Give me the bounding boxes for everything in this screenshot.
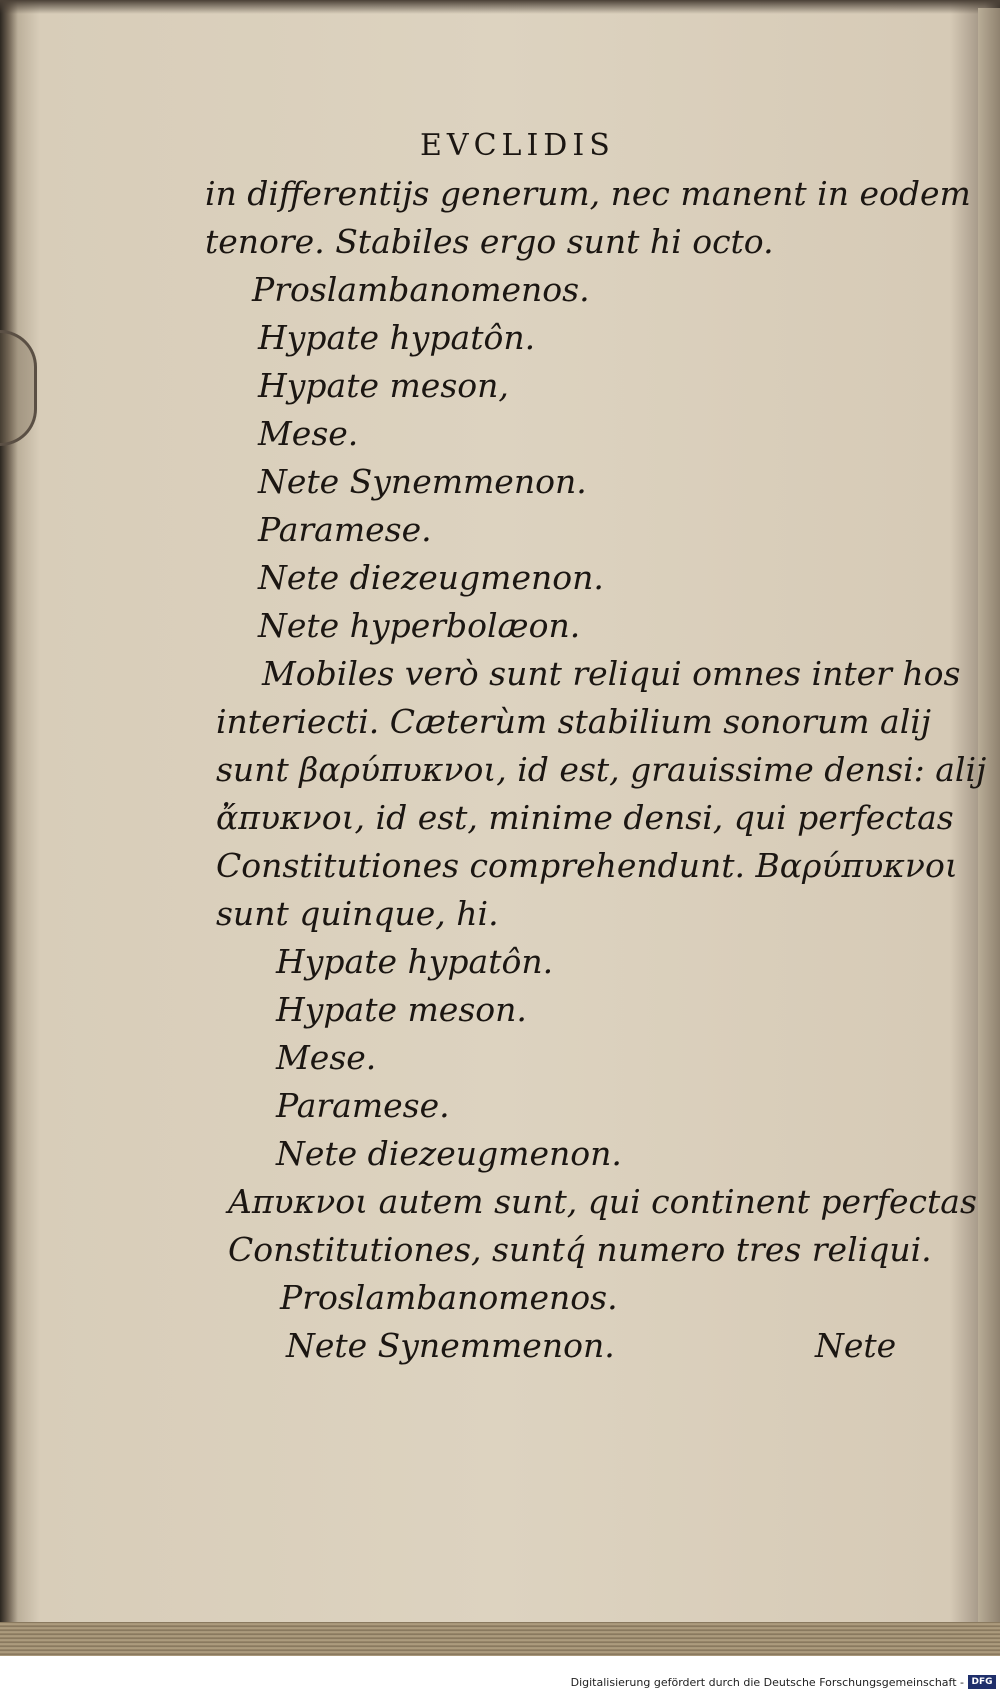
text-line: Nete diezeugmenon. <box>258 558 604 597</box>
running-head: EVCLIDIS <box>420 128 615 163</box>
text-line: Hypate meson, <box>258 366 509 405</box>
text-line: Nete diezeugmenon. <box>276 1134 622 1173</box>
text-line: Proslambanomenos. <box>252 270 590 309</box>
catchword: Nete <box>815 1326 897 1365</box>
text-line: interiecti. Cæterùm stabilium sonorum alij <box>216 702 932 741</box>
text-line: Hypate meson. <box>276 990 527 1029</box>
text-line: Paramese. <box>276 1086 450 1125</box>
text-line: Mobiles verò sunt reliqui omnes inter hos <box>262 654 961 693</box>
text-line: Mese. <box>258 414 359 453</box>
text-line: Aπυκνοι autem sunt, qui continent perfectas <box>228 1182 977 1221</box>
text-line: Proslambanomenos. <box>280 1278 618 1317</box>
text-line: in differentijs generum, nec manent in eodem <box>205 174 971 213</box>
footer-credit: Digitalisierung gefördert durch die Deutsche Forschungsgemeinschaft - <box>570 1676 964 1689</box>
text-line: Paramese. <box>258 510 432 549</box>
text-line: Hypate hypatôn. <box>258 318 536 357</box>
text-line: Constitutiones, suntq́ numero tres reliqui. <box>228 1230 932 1269</box>
text-line: Mese. <box>276 1038 377 1077</box>
text-line: Nete Synemmenon. <box>286 1326 615 1365</box>
text-line: ἄπυκνοι, id est, minime densi, qui perfectas <box>216 798 954 837</box>
footer-bar <box>0 1672 1000 1696</box>
text-line: Nete hyperbolæon. <box>258 606 581 645</box>
text-line: Hypate hypatôn. <box>276 942 554 981</box>
text-line: sunt βαρύπυκνοι, id est, grauissime densi: alij <box>216 750 987 789</box>
text-line: Constitutiones comprehendunt. Βαρύπυκνοι <box>216 846 958 885</box>
text-line: Nete Synemmenon. <box>258 462 587 501</box>
dfg-logo-icon: DFG <box>968 1675 996 1689</box>
text-line: tenore. Stabiles ergo sunt hi octo. <box>205 222 774 261</box>
text-line: sunt quinque, hi. <box>216 894 499 933</box>
